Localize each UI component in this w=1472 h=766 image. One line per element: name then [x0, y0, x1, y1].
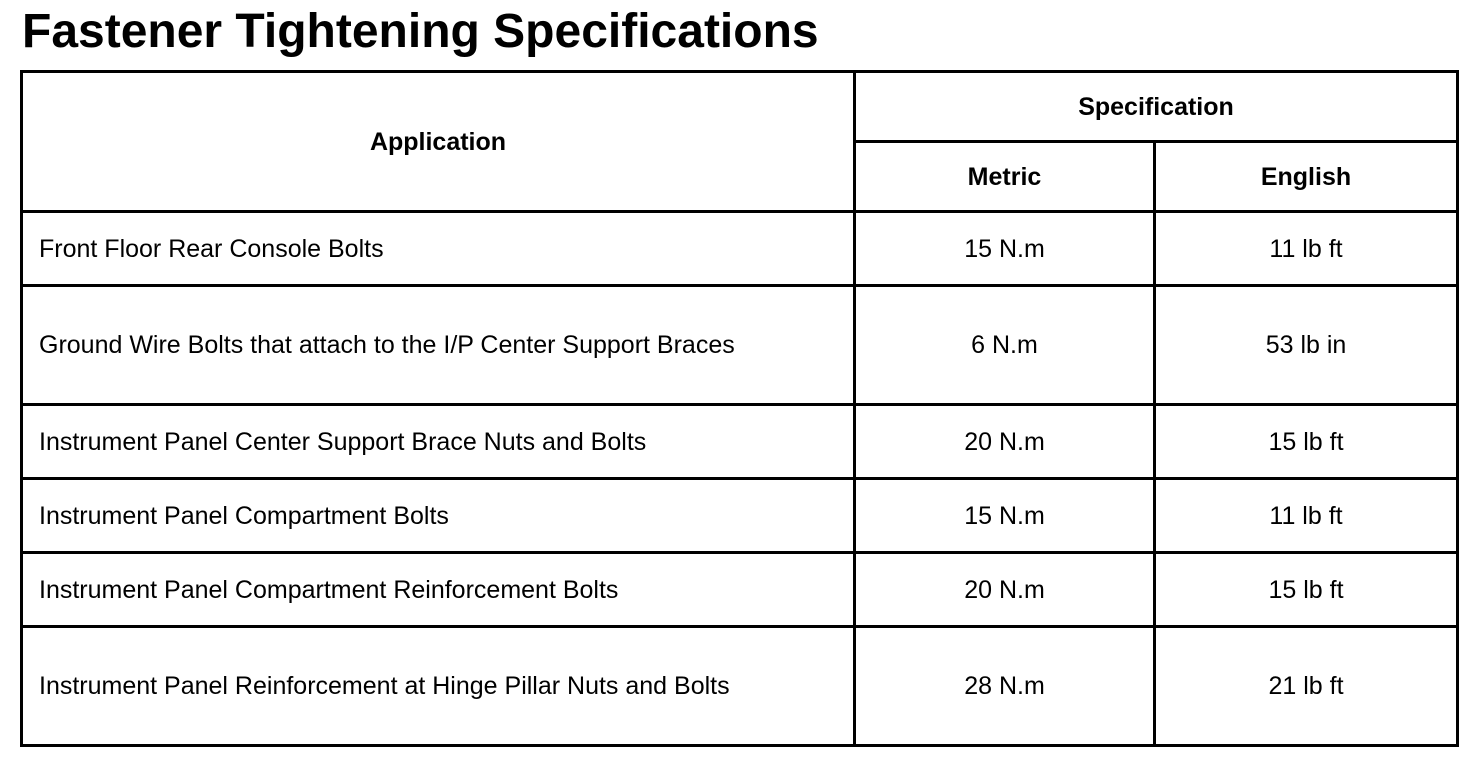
- application-cell: Front Floor Rear Console Bolts: [22, 212, 855, 286]
- application-cell: Instrument Panel Reinforcement at Hinge Pillar Nuts and Bolts: [22, 627, 855, 746]
- column-header-application: Application: [22, 72, 855, 212]
- column-header-metric: Metric: [855, 142, 1155, 212]
- english-cell: 11 lb ft: [1155, 479, 1458, 553]
- spec-table: [20, 70, 1459, 747]
- metric-cell: 15 N.m: [855, 212, 1155, 286]
- english-cell: 15 lb ft: [1155, 553, 1458, 627]
- table-row: [22, 553, 1458, 627]
- application-cell: Instrument Panel Compartment Bolts: [22, 479, 855, 553]
- application-cell: Ground Wire Bolts that attach to the I/P Center Support Braces: [22, 286, 855, 405]
- column-header-english: English: [1155, 142, 1458, 212]
- header-row-top: [22, 72, 1458, 142]
- table-header: [22, 72, 1458, 212]
- english-cell: 21 lb ft: [1155, 627, 1458, 746]
- english-cell: 53 lb in: [1155, 286, 1458, 405]
- metric-cell: 15 N.m: [855, 479, 1155, 553]
- english-cell: 11 lb ft: [1155, 212, 1458, 286]
- table-row: [22, 479, 1458, 553]
- application-cell: Instrument Panel Compartment Reinforcement Bolts: [22, 553, 855, 627]
- application-cell: Instrument Panel Center Support Brace Nuts and Bolts: [22, 405, 855, 479]
- table-body: [22, 212, 1458, 746]
- table-row: [22, 212, 1458, 286]
- metric-cell: 20 N.m: [855, 553, 1155, 627]
- metric-cell: 6 N.m: [855, 286, 1155, 405]
- table-row: [22, 286, 1458, 405]
- table-row: [22, 405, 1458, 479]
- metric-cell: 20 N.m: [855, 405, 1155, 479]
- metric-cell: 28 N.m: [855, 627, 1155, 746]
- table-row: [22, 627, 1458, 746]
- column-header-specification: Specification: [855, 72, 1458, 142]
- page-title: Fastener Tightening Specifications: [22, 5, 819, 58]
- english-cell: 15 lb ft: [1155, 405, 1458, 479]
